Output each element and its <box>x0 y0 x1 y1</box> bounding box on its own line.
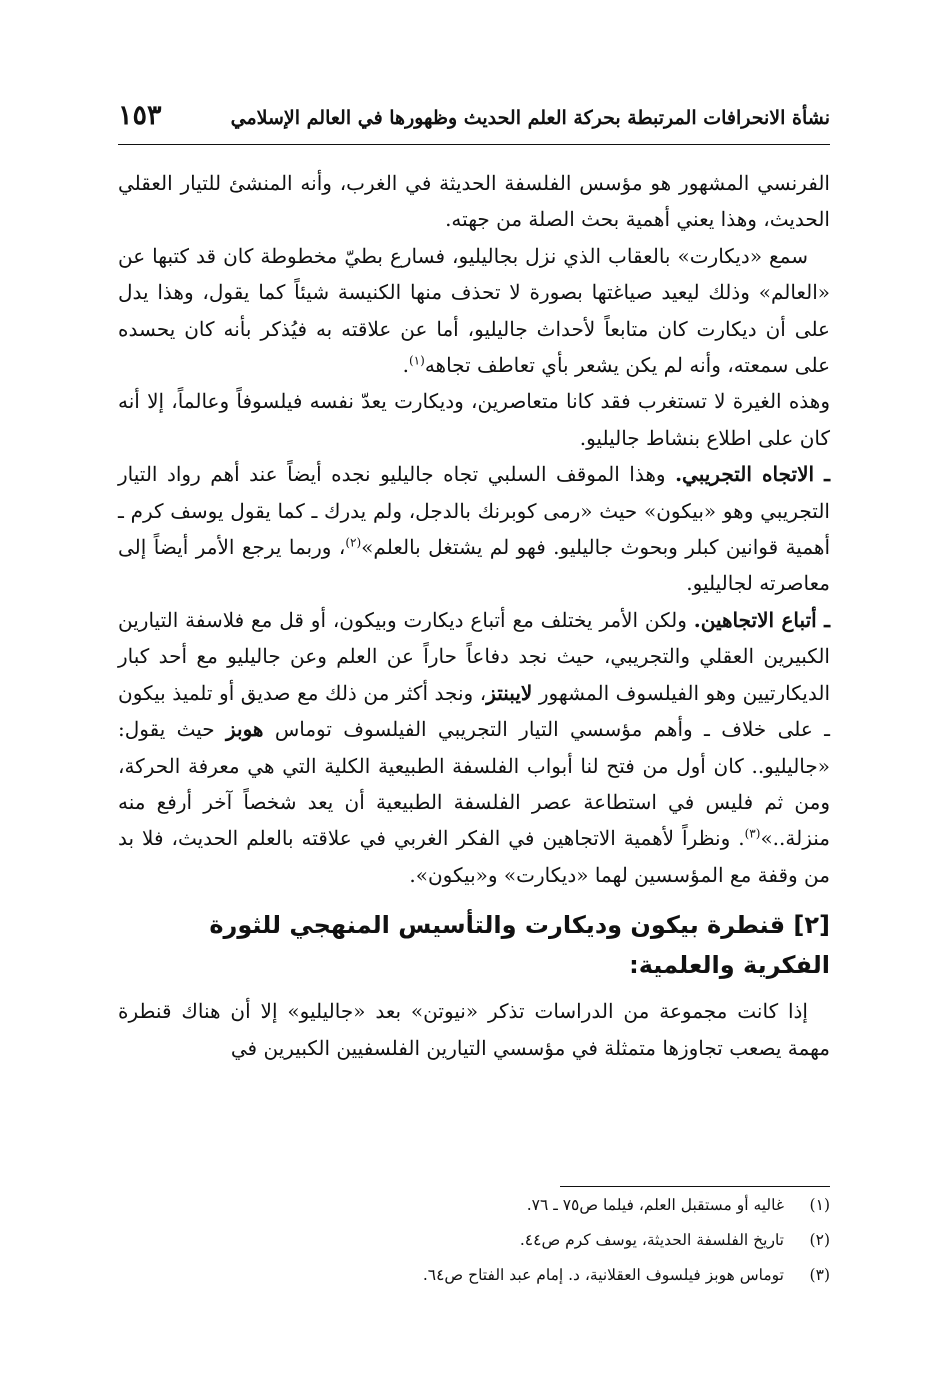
section-heading: [٢] قنطرة بيكون وديكارت والتأسيس المنهجي للثورة الفكرية والعلمية: <box>209 911 830 980</box>
footnote-text: تاريخ الفلسفة الحديثة، يوسف كرم ص٤٤. <box>519 1231 784 1249</box>
footnote-1 <box>118 1189 830 1222</box>
footnote-rule <box>560 1186 830 1187</box>
page <box>118 100 830 1066</box>
paragraph-2-text: سمع «ديكارت» بالعقاب الذي نزل بجاليليو، فسارع بطيّ مخطوطة كان قد كتبها عن «العالم» وذلك ليعيد صياغتها بصورة لا تحذف منها الكنيسة شيئاً كما يقول، وهذا يدل على أن ديكارت كان متابعاً لأحداث جاليليو، أما عن علاقته به فيُذكر بأنه كان يحسده على سمعته، وأنه لم يكن يشعر بأي تعاطف تجاهه <box>118 243 830 378</box>
subheading-followers: ـ أتباع الاتجاهين. <box>693 607 830 632</box>
paragraph-3: وهذه الغيرة لا تستغرب فقد كانا متعاصرين، وديكارت يعدّ نفسه فيلسوفاً وعالماً، إلا أنه كان على اطلاع بنشاط جاليليو. <box>118 389 831 450</box>
paragraph-5-part-d: . ونظراً لأهمية الاتجاهين في الفكر الغربي في علاقته بالعلم الحديث، فلا بد من وقفة مع المؤسسين لهما «ديكارت» و«بيكون». <box>118 826 830 887</box>
paragraph-5-part-b: ، ونجد أكثر من ذلك مع صديق أو تلميذ بيكون ـ على خلاف ـ وأهم مؤسسي التيار التجريبي الفيلسوف توماس <box>118 680 830 742</box>
footnote-number: (١) <box>809 1196 830 1214</box>
paragraph-5-part-c: حيث يقول: «جاليليو.. كان أول من فتح لنا أبواب الفلسفة الطبيعية الكلية التي هي معرفة الحركة، ومن ثم فليس في استطاعة عصر الفلسفة الطبيعية أن يعد شخصاً آخر أرفع منه منزلة..» <box>118 717 830 851</box>
footnotes <box>118 1186 830 1292</box>
footnote-number: (٣) <box>809 1266 830 1284</box>
paragraph-5 <box>118 602 830 893</box>
paragraph-2 <box>118 238 830 384</box>
paragraph-5-part-a: ولكن الأمر يختلف مع أتباع ديكارت وبيكون، أو قل مع فلاسفة التيارين الكبيرين العقلي والتجريبي، حيث نجد دفاعاً حاراً عن العلم وعن جاليليو مع أحد كبار الديكارتيين وهو الفيلسوف المشهور <box>118 607 830 705</box>
running-header <box>118 100 830 145</box>
paragraph-2-end: . <box>402 353 409 378</box>
paragraph-4-end: ، وربما يرجع الأمر أيضاً إلى معاصرته لجاليليو. <box>118 535 830 596</box>
footnote-3 <box>118 1259 830 1292</box>
footnote-text: توماس هوبز فيلسوف العقلانية، د. إمام عبد الفتاح ص٦٤. <box>422 1266 784 1284</box>
footnote-text: غاليه أو مستقبل العلم، فيلما ص٧٥ ـ ٧٦. <box>526 1196 784 1214</box>
name-hobbes: هوبز <box>226 717 264 742</box>
paragraph-4 <box>118 456 830 602</box>
paragraph-6: إذا كانت مجموعة من الدراسات تذكر «نيوتن» بعد «جاليليو» إلا أن هناك قنطرة مهمة يصعب تجاوزها متمثلة في مؤسسي التيارين الفلسفيين الكبيرين في <box>118 999 830 1060</box>
page-number: ١٥٣ <box>118 100 162 131</box>
paragraph-4-text: وهذا الموقف السلبي تجاه جاليليو نجده أيضاً عند أهم رواد التيار التجريبي وهو «بيكون» حيث «رمى كوبرنك بالدجل، ولم يدرك ـ كما يقول يوسف كرم ـ أهمية قوانين كبلر وبحوث جاليليو. فهو لم يشتغل بالعلم» <box>118 462 831 560</box>
body-text <box>118 165 830 1066</box>
footnote-ref-3: (٣) <box>744 826 761 841</box>
footnote-ref-1: (١) <box>408 353 425 368</box>
footnote-number: (٢) <box>809 1231 830 1249</box>
footnote-2 <box>118 1224 830 1257</box>
subheading-empirical-trend: ـ الاتجاه التجريبي. <box>675 462 830 487</box>
running-title: نشأة الانحرافات المرتبطة بحركة العلم الحديث وظهورها في العالم الإسلامي <box>230 107 830 129</box>
footnote-ref-2: (٢) <box>345 535 362 550</box>
paragraph-1: الفرنسي المشهور هو مؤسس الفلسفة الحديثة في الغرب، وأنه المنشئ للتيار العقلي الحديث، وهذا يعني أهمية بحث الصلة من جهته. <box>118 171 830 232</box>
name-leibniz: لايبنتز <box>486 680 533 705</box>
